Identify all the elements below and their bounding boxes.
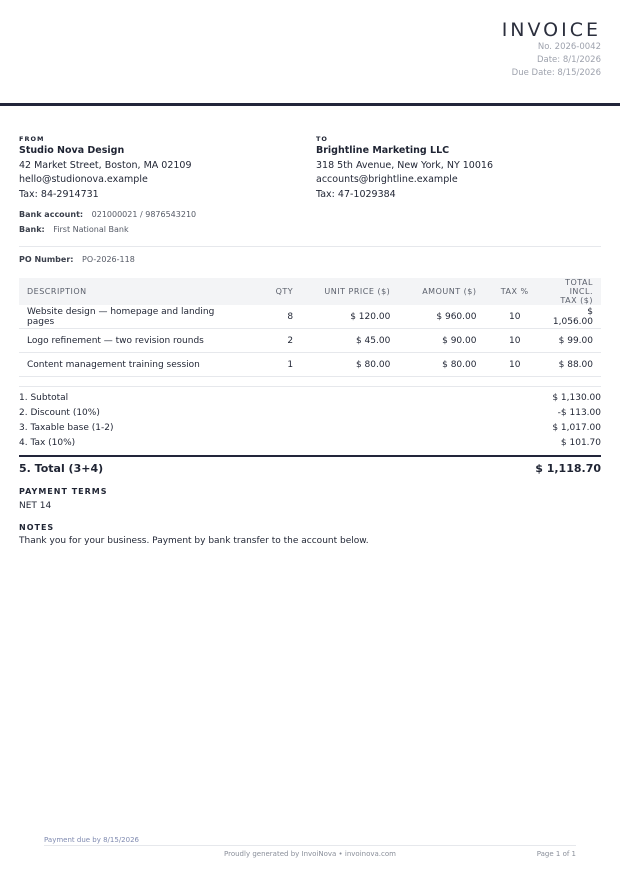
notes-heading: NOTES (19, 523, 55, 532)
to-address: 318 5th Avenue, New York, NY 10016 (316, 159, 493, 171)
from-email: hello@studionova.example (19, 174, 148, 185)
item-unit-price: $ 120.00 (301, 305, 398, 329)
invoice-title: INVOICE (501, 19, 601, 41)
summary-label: 3. Taxable base (1-2) (19, 423, 114, 433)
item-tax-percent: 10 (484, 305, 544, 329)
summary-value: $ 101.70 (560, 438, 601, 448)
payment-terms-heading: PAYMENT TERMS (19, 487, 108, 496)
column-header: QTY (252, 278, 301, 305)
from-tax: Tax: 84-2914731 (19, 188, 99, 200)
item-qty: 2 (252, 329, 301, 353)
bank-name-label: Bank: (19, 225, 45, 234)
bank-name-value: First National Bank (53, 225, 129, 234)
grand-total-label: 5. Total (3+4) (19, 462, 104, 475)
item-description: Logo refinement — two revision rounds (19, 329, 252, 353)
po-number (19, 255, 135, 264)
from-name: Studio Nova Design (19, 145, 125, 156)
item-total: $ 88.00 (545, 353, 601, 377)
column-header: UNIT PRICE ($) (301, 278, 398, 305)
payment-terms-text: NET 14 (19, 501, 52, 511)
footer-payment-due: Payment due by 8/15/2026 (44, 836, 139, 844)
to-name: Brightline Marketing LLC (316, 145, 450, 156)
table-row (19, 329, 601, 353)
item-amount: $ 80.00 (398, 353, 484, 377)
invoice-meta (512, 41, 601, 80)
item-amount: $ 960.00 (398, 305, 484, 329)
column-header: TOTAL INCL. TAX ($) (545, 278, 601, 305)
item-total: $ 1,056.00 (545, 305, 601, 329)
invoice-date: Date: 8/1/2026 (536, 55, 601, 65)
grand-total (19, 462, 601, 475)
header-divider (0, 103, 620, 106)
invoice-number: No. 2026-0042 (537, 42, 601, 52)
summary-row (19, 421, 601, 436)
item-total: $ 99.00 (545, 329, 601, 353)
grand-total-value: $ 1,118.70 (535, 462, 601, 475)
item-description: Website design — homepage and landing pages (19, 305, 252, 329)
item-qty: 1 (252, 353, 301, 377)
summary-value: $ 1,130.00 (552, 393, 601, 403)
invoice-due-date: Due Date: 8/15/2026 (511, 68, 601, 78)
summary-label: 4. Tax (10%) (19, 438, 76, 448)
column-header: TAX % (484, 278, 544, 305)
total-divider (19, 455, 601, 457)
divider (19, 246, 601, 247)
column-header: AMOUNT ($) (398, 278, 484, 305)
summary-row (19, 436, 601, 451)
line-items-table (19, 278, 601, 377)
to-email: accounts@brightline.example (316, 174, 458, 185)
table-row (19, 305, 601, 329)
to-block (316, 134, 493, 202)
to-label: TO (316, 135, 328, 143)
summary-row (19, 406, 601, 421)
item-tax-percent: 10 (484, 329, 544, 353)
item-unit-price: $ 80.00 (301, 353, 398, 377)
summary-label: 1. Subtotal (19, 393, 69, 403)
bank-account-value: 021000021 / 9876543210 (91, 210, 197, 219)
from-label: FROM (19, 135, 45, 143)
table-header-row (19, 278, 601, 305)
footer-divider (44, 845, 576, 846)
bank-account (19, 210, 196, 219)
notes-text: Thank you for your business. Payment by bank transfer to the account below. (19, 536, 369, 546)
summary-value: -$ 113.00 (557, 408, 601, 418)
item-qty: 8 (252, 305, 301, 329)
bank-name (19, 225, 129, 234)
column-header: DESCRIPTION (19, 278, 252, 305)
item-tax-percent: 10 (484, 353, 544, 377)
summary-label: 2. Discount (10%) (19, 408, 100, 418)
summary-row (19, 391, 601, 406)
item-amount: $ 90.00 (398, 329, 484, 353)
divider (19, 386, 601, 387)
to-tax: Tax: 47-1029384 (316, 188, 396, 200)
po-number-value: PO-2026-118 (82, 255, 135, 264)
table-row (19, 353, 601, 377)
footer-page-number: Page 1 of 1 (536, 850, 576, 858)
po-number-label: PO Number: (19, 255, 74, 264)
item-description: Content management training session (19, 353, 252, 377)
summary-block (19, 391, 601, 451)
summary-value: $ 1,017.00 (552, 423, 601, 433)
from-block (19, 134, 192, 202)
footer-generated-by: Proudly generated by InvoiNova • invoinova.com (224, 850, 396, 858)
bank-account-label: Bank account: (19, 210, 84, 219)
from-address: 42 Market Street, Boston, MA 02109 (19, 159, 192, 171)
item-unit-price: $ 45.00 (301, 329, 398, 353)
